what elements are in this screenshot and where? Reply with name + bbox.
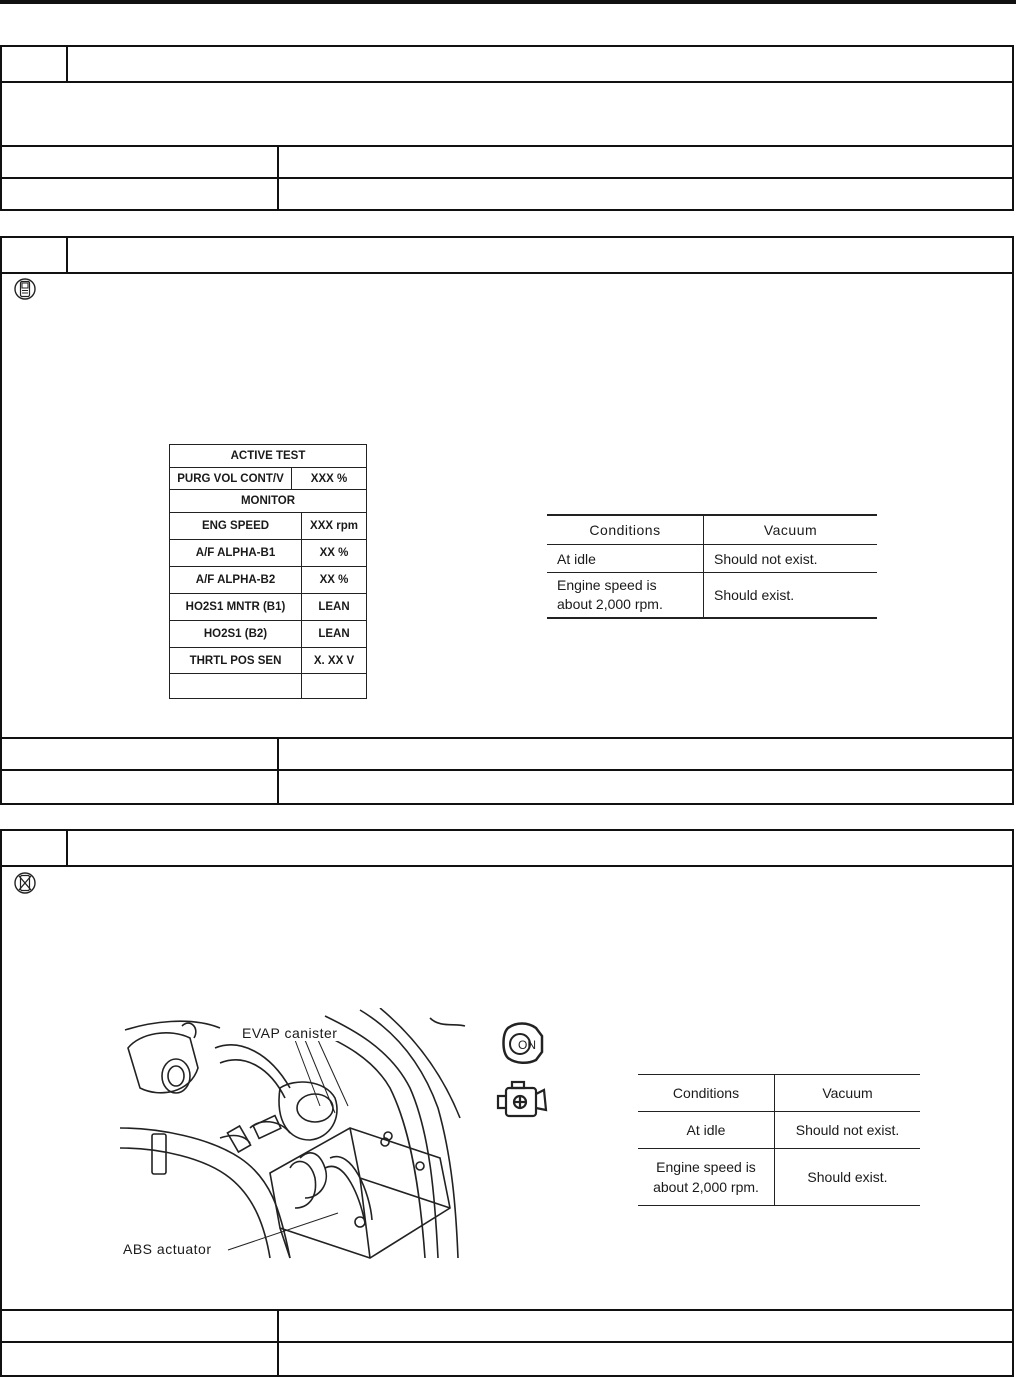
table-header: Vacuum [775,1075,921,1112]
svg-text:ON: ON [518,1038,536,1052]
consult-tester-icon [14,277,36,301]
monitor-item-label: A/F ALPHA-B1 [195,547,276,559]
monitor-item-value: XX % [319,574,349,586]
step-header-3 [2,831,1012,867]
result-label-cell [2,147,279,179]
step-number-cell [2,47,68,81]
table-header: Conditions [638,1075,775,1112]
result-row-ng [2,1341,1012,1375]
vacuum-conditions-table-2 [638,1074,920,1206]
condition-cell: Engine speed is about 2,000 rpm. [638,1149,775,1206]
result-label-cell [2,1311,279,1343]
ignition-on-icon [498,1018,548,1068]
result-row-ok [2,1309,1012,1343]
result-row-ok [2,737,1012,771]
monitor-item-value: XX % [319,547,349,559]
abs-actuator-label: ABS actuator [123,1241,212,1257]
vacuum-cell: Should not exist. [704,545,878,573]
monitor-item-value: X. XX V [313,654,355,667]
result-label-cell [2,1343,279,1375]
monitor-title: MONITOR [240,495,296,507]
engine-running-icon [492,1078,552,1124]
vacuum-cell: Should exist. [714,586,795,603]
result-row-ng [2,769,1012,803]
vacuum-conditions-table-1 [547,514,877,619]
monitor-item-label: THRTL POS SEN [189,654,282,667]
step-header-2 [2,238,1012,274]
monitor-item-label: ENG SPEED [201,520,270,532]
condition-cell: Engine speed is about 2,000 rpm. [547,573,704,619]
active-test-screen [169,444,367,699]
table-row [547,573,877,619]
table-row [547,545,877,573]
monitor-item-value: XXX rpm [310,520,358,532]
vacuum-cell: Should exist. [807,1169,888,1185]
step-header-1 [2,47,1012,83]
result-row-ng [2,177,1012,211]
active-test-title: ACTIVE TEST [230,450,306,462]
purg-vol-value: XXX % [310,472,348,485]
monitor-item-label: HO2S1 (B2) [203,628,268,640]
table-header: Vacuum [704,515,878,545]
table-row [638,1149,920,1206]
purg-vol-label: PURG VOL CONT/V [177,472,284,485]
monitor-item-label: HO2S1 MNTR (B1) [185,601,286,613]
condition-cell: At idle [638,1112,775,1149]
table-header: Conditions [547,515,704,545]
monitor-item-label: A/F ALPHA-B2 [195,574,276,586]
monitor-item-value: LEAN [318,601,350,613]
result-label-cell [2,771,279,803]
step-box-1 [0,45,1014,211]
monitor-item-value: LEAN [318,628,350,640]
step-number-cell [2,831,68,865]
vacuum-cell: Should not exist. [775,1112,921,1149]
result-row-ok [2,145,1012,179]
engine-bay-illustration [120,1008,480,1262]
step-number-cell [2,238,68,272]
condition-cell: At idle [547,545,704,573]
top-rule [0,0,1016,4]
table-row [638,1112,920,1149]
no-tester-icon [14,871,36,895]
result-label-cell [2,179,279,211]
evap-canister-label: EVAP canister [242,1025,338,1041]
result-label-cell [2,739,279,771]
